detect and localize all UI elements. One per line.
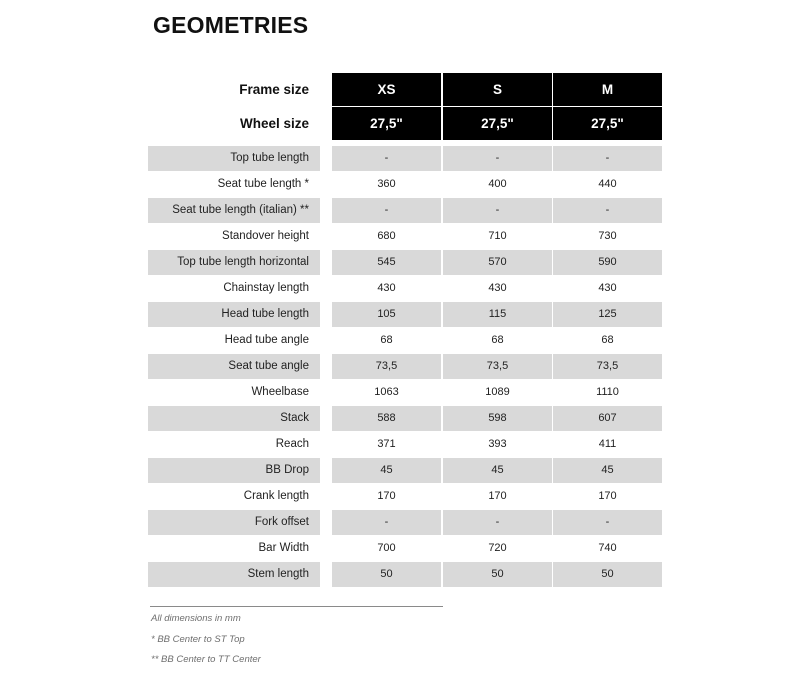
row-label: Bar Width bbox=[258, 542, 309, 554]
frame-size-s: S bbox=[443, 73, 552, 106]
cell-m: - bbox=[553, 146, 662, 171]
table-row bbox=[0, 172, 808, 198]
cell-m: 73,5 bbox=[553, 354, 662, 379]
row-label: Seat tube angle bbox=[148, 354, 320, 379]
cell-s: 393 bbox=[488, 438, 507, 450]
cell-m: - bbox=[553, 198, 662, 223]
row-label: Chainstay length bbox=[223, 282, 309, 294]
cell-s: 45 bbox=[443, 458, 552, 483]
cell-xs: 170 bbox=[377, 490, 396, 502]
table-row bbox=[0, 224, 808, 250]
wheel-size-xs: 27,5" bbox=[332, 107, 441, 140]
cell-s: - bbox=[443, 146, 552, 171]
cell-xs: 1063 bbox=[374, 386, 399, 398]
footnote-seat-tube-italian: ** BB Center to TT Center bbox=[151, 654, 261, 665]
footnote-seat-tube: * BB Center to ST Top bbox=[151, 634, 245, 645]
cell-xs: 700 bbox=[377, 542, 396, 554]
table-row bbox=[0, 198, 808, 224]
cell-s: 170 bbox=[488, 490, 507, 502]
table-row bbox=[0, 354, 808, 380]
table-row bbox=[0, 302, 808, 328]
row-label: Head tube angle bbox=[224, 334, 309, 346]
cell-s: 1089 bbox=[485, 386, 510, 398]
table-row bbox=[0, 328, 808, 354]
wheel-size-m: 27,5" bbox=[553, 107, 662, 140]
wheel-size-label: Wheel size bbox=[239, 116, 309, 131]
table-row bbox=[0, 432, 808, 458]
cell-m: 1110 bbox=[596, 386, 619, 398]
cell-xs: - bbox=[332, 198, 441, 223]
row-label: Stack bbox=[148, 406, 320, 431]
cell-xs: 545 bbox=[332, 250, 441, 275]
cell-s: 73,5 bbox=[443, 354, 552, 379]
row-label: Top tube length horizontal bbox=[148, 250, 320, 275]
cell-s: 598 bbox=[443, 406, 552, 431]
cell-xs: 360 bbox=[377, 178, 396, 190]
cell-xs: 73,5 bbox=[332, 354, 441, 379]
cell-xs: 680 bbox=[377, 230, 396, 242]
cell-m: 430 bbox=[598, 282, 617, 294]
row-label: Reach bbox=[275, 438, 309, 450]
cell-xs: 105 bbox=[332, 302, 441, 327]
table-row bbox=[0, 536, 808, 562]
frame-size-header-row bbox=[0, 73, 808, 107]
cell-xs: 68 bbox=[380, 334, 393, 346]
cell-xs: 45 bbox=[332, 458, 441, 483]
cell-s: 570 bbox=[443, 250, 552, 275]
row-label: Stem length bbox=[148, 562, 320, 587]
cell-m: 170 bbox=[598, 490, 617, 502]
row-label: BB Drop bbox=[148, 458, 320, 483]
cell-xs: 588 bbox=[332, 406, 441, 431]
table-row bbox=[0, 276, 808, 302]
frame-size-label: Frame size bbox=[239, 82, 309, 97]
table-row bbox=[0, 562, 808, 588]
cell-m: 125 bbox=[553, 302, 662, 327]
cell-s: - bbox=[443, 198, 552, 223]
cell-m: 730 bbox=[598, 230, 617, 242]
cell-m: 590 bbox=[553, 250, 662, 275]
cell-s: - bbox=[443, 510, 552, 535]
row-label: Crank length bbox=[243, 490, 309, 502]
cell-s: 68 bbox=[491, 334, 504, 346]
cell-xs: - bbox=[332, 510, 441, 535]
wheel-size-header-row bbox=[0, 107, 808, 141]
table-row bbox=[0, 146, 808, 172]
frame-size-xs: XS bbox=[332, 73, 441, 106]
table-row bbox=[0, 510, 808, 536]
cell-m: 45 bbox=[553, 458, 662, 483]
cell-m: 607 bbox=[553, 406, 662, 431]
cell-m: - bbox=[553, 510, 662, 535]
cell-m: 50 bbox=[553, 562, 662, 587]
table-row bbox=[0, 458, 808, 484]
cell-m: 68 bbox=[601, 334, 614, 346]
row-label: Seat tube length (italian) ** bbox=[148, 198, 320, 223]
footnote-divider bbox=[150, 606, 443, 607]
table-row bbox=[0, 484, 808, 510]
row-label: Head tube length bbox=[148, 302, 320, 327]
page-title: GEOMETRIES bbox=[153, 12, 309, 38]
cell-s: 720 bbox=[488, 542, 507, 554]
table-row bbox=[0, 380, 808, 406]
table-row bbox=[0, 250, 808, 276]
cell-xs: 430 bbox=[377, 282, 396, 294]
cell-m: 411 bbox=[598, 438, 617, 450]
wheel-size-s: 27,5" bbox=[443, 107, 552, 140]
cell-s: 400 bbox=[488, 178, 507, 190]
cell-xs: 371 bbox=[377, 438, 396, 450]
cell-s: 50 bbox=[443, 562, 552, 587]
frame-size-m: M bbox=[553, 73, 662, 106]
row-label: Fork offset bbox=[148, 510, 320, 535]
cell-m: 440 bbox=[598, 178, 617, 190]
row-label: Wheelbase bbox=[251, 386, 309, 398]
row-label: Seat tube length * bbox=[217, 178, 309, 190]
cell-s: 430 bbox=[488, 282, 507, 294]
cell-xs: 50 bbox=[332, 562, 441, 587]
footnote-units: All dimensions in mm bbox=[151, 613, 241, 624]
row-label: Standover height bbox=[222, 230, 309, 242]
cell-s: 710 bbox=[488, 230, 507, 242]
row-label: Top tube length bbox=[148, 146, 320, 171]
cell-xs: - bbox=[332, 146, 441, 171]
cell-m: 740 bbox=[598, 542, 617, 554]
table-row bbox=[0, 406, 808, 432]
cell-s: 115 bbox=[443, 302, 552, 327]
